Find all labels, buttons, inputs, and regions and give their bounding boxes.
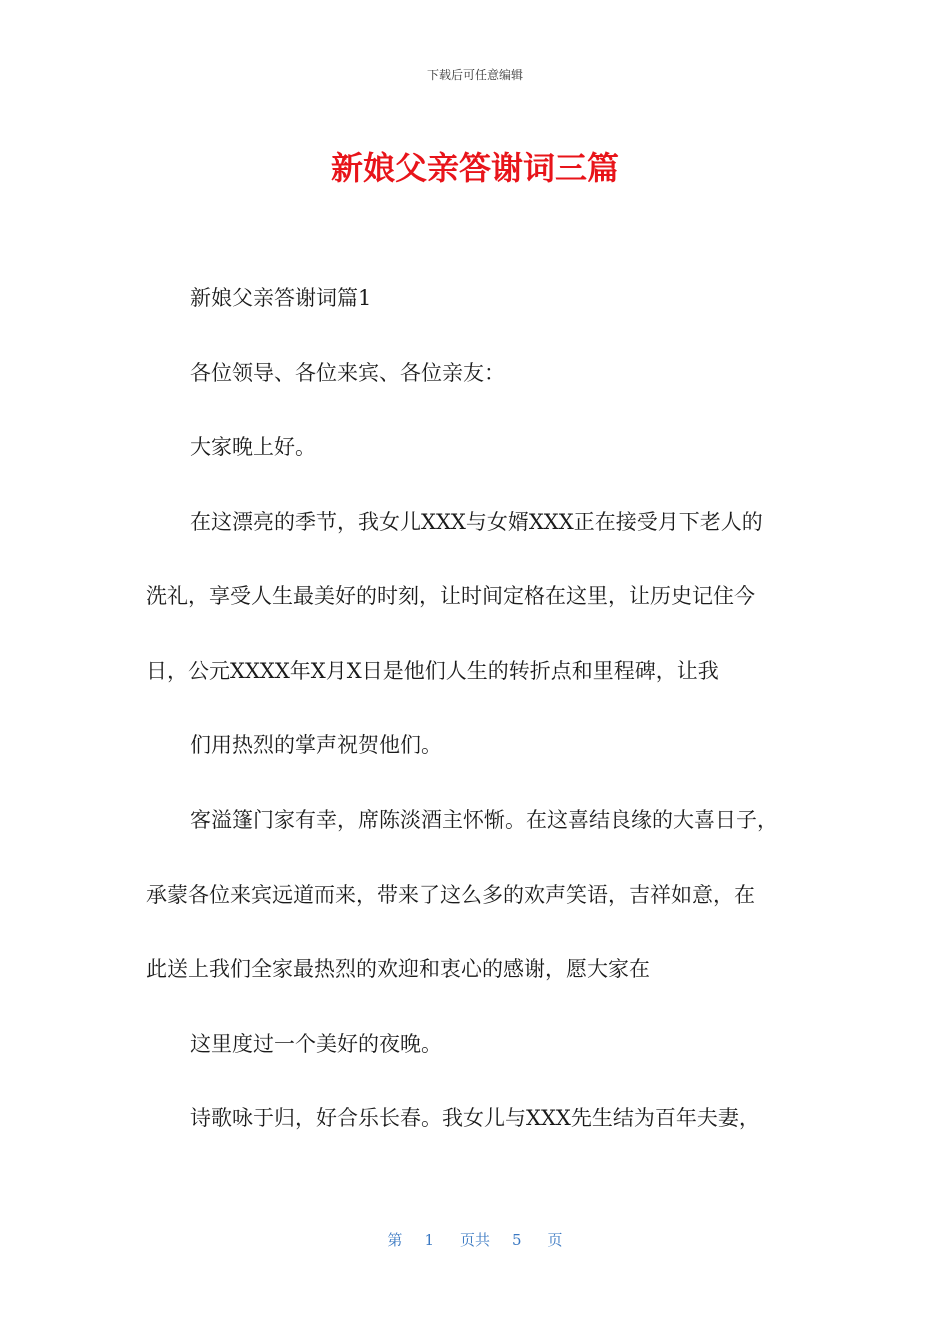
footer-total-pages: 5 [512, 1231, 522, 1249]
body-line: 洗礼，享受人生最美好的时刻，让时间定格在这里，让历史记住今 [146, 584, 755, 608]
body-line: 大家晚上好。 [190, 435, 316, 459]
body-line: 各位领导、各位来宾、各位亲友： [190, 361, 505, 385]
body-line: 在这漂亮的季节，我女儿XXX与女婿XXX正在接受月下老人的 [190, 510, 763, 534]
footer-page-label: 第 [387, 1231, 403, 1249]
body-line: 此送上我们全家最热烈的欢迎和衷心的感谢，愿大家在 [146, 957, 650, 981]
footer-page-number: 1 [424, 1231, 434, 1249]
document-title: 新娘父亲答谢词三篇 [330, 149, 619, 187]
body-line: 日，公元XXXX年X月X日是他们人生的转折点和里程碑，让我 [146, 659, 719, 683]
footer-page-suffix: 页 [547, 1231, 563, 1249]
footer-total-label: 页共 [459, 1231, 490, 1249]
body-line: 承蒙各位来宾远道而来，带来了这么多的欢声笑语，吉祥如意，在 [146, 883, 755, 907]
body-line: 们用热烈的掌声祝贺他们。 [190, 733, 442, 757]
body-line: 诗歌咏于归，好合乐长春。我女儿与XXX先生结为百年夫妻， [190, 1106, 760, 1130]
page-footer [0, 1229, 950, 1250]
header-note: 下载后可任意编辑 [426, 68, 523, 82]
body-line: 新娘父亲答谢词篇1 [190, 286, 372, 310]
body-line: 客溢篷门家有幸，席陈淡酒主怀惭。在这喜结良缘的大喜日子， [190, 808, 778, 832]
body-line: 这里度过一个美好的夜晚。 [190, 1032, 442, 1056]
